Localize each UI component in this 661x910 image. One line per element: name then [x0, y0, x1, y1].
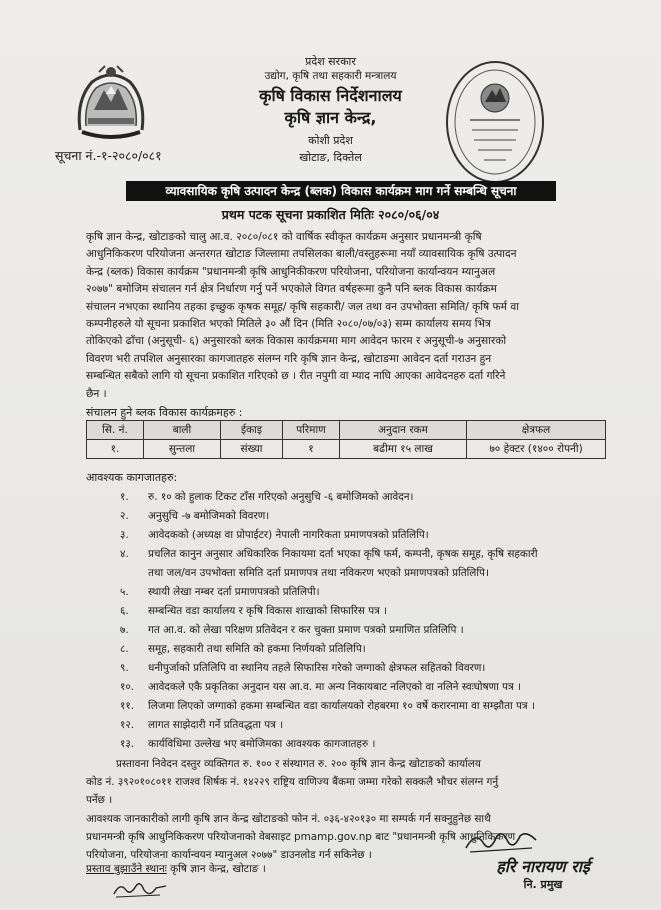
fee-line: कोड नं. ३९२०१०८०११ राजश्व शिर्षक नं. १४२२९ राष्ट्रिय वाणिज्य बैंकमा जम्मा गरेको सक्कलै भौचर संलग्न गर्नु: [86, 776, 499, 788]
notice-subtitle: प्रथम पटक सूचना प्रकाशित मितिः २०८०/०६/०४: [221, 207, 440, 222]
list-item: १. रु. १० को हुलाक टिकट टाँस गरिएको अनुसुचि -६ बमोजिमको आवेदन।: [120, 491, 414, 503]
intro-line: संचालन नभएका स्थानिय तहका इच्छुक कृषक समूह/ कृषि सहकारी/ जल तथा वन उपभोक्ता समिति/ कृषि फर्म वा: [86, 300, 520, 313]
signatory-name: हरि नारायण राई: [496, 857, 590, 876]
intro-line: सम्बन्धित सबैको लागि यो सूचना प्रकाशित गरिएको छ । रीत नपुगी वा म्याद नाघि आएका आवेदनहरु दर्ता गरिने: [86, 370, 506, 383]
info-line: परियोजना, परियोजना कार्यान्वयन म्यानुअल २०७७" डाउनलोड गर्न सकिनेछ ।: [86, 849, 372, 861]
intro-line: कृषि ज्ञान केन्द्र, खोटाङको चालु आ.व. २०८०/०८१ को वार्षिक स्वीकृत कार्यक्रम अनुसार प्रधानमन्त्री कृषि: [86, 231, 482, 243]
signatory-role: नि. प्रमुख: [523, 878, 563, 891]
list-item: ७. गत आ.व. को लेखा परिक्षण प्रतिवेदन र कर चुक्ता प्रमाण पत्रको प्रमाणित प्रतिलिपि ।: [120, 624, 464, 636]
table-cell: ७० हेक्टर (१४०० रोपनी): [467, 440, 606, 459]
submission-place-label: प्रस्ताव बुझाउँने स्थानः: [86, 863, 167, 875]
info-line: प्रधानमन्त्री कृषि आधुनिकिकरण परियोजनाको वेबसाइट pmamp.gov.np बाट "प्रधानमन्त्री कृषि आधुनिकिकरण: [86, 831, 516, 843]
intro-line: कम्पनीहरुले यो सूचना प्रकाशित भएको मितिले ३० औं दिन (मिति २०८०/०७/०३) सम्म कार्यालय समय भित्र: [86, 318, 491, 331]
fee-paragraph: [86, 755, 621, 809]
table-header-cell: ईकाइ: [221, 421, 283, 440]
submission-place: [86, 862, 266, 876]
intro-line: केन्द्र (ब्लक) विकास कार्यक्रम "प्रधानमन्त्री कृषि आधुनिकीकरण परियोजना, परियोजना कार्यान्वयन म्यानुअल: [86, 265, 496, 278]
header-province: कोशी प्रदेश: [308, 134, 353, 147]
header-line-1: प्रदेश सरकार: [305, 55, 356, 68]
table-header-cell: सि. नं.: [87, 421, 144, 440]
signature-icon: [462, 826, 542, 856]
list-item: ३. आवेदकको (अध्यक्ष वा प्रोपाईटर) नेपाली नागरिकता प्रमाणपत्रको प्रतिलिपि।: [120, 529, 429, 541]
table-header-cell: परिमाण: [283, 421, 340, 440]
fee-line: पर्नेछ ।: [86, 794, 113, 806]
list-item: ४. प्रचलित कानुन अनुसार अधिकारिक निकायमा दर्ता भएका कृषि फर्म, कम्पनी, कृषक समूह, कृषि सहकारी: [120, 548, 538, 560]
table-cell: संख्या: [221, 440, 283, 459]
list-item: ६. सम्बन्धित वडा कार्यालय र कृषि विकास शाखाको सिफारिस पत्र ।: [120, 605, 388, 617]
table-cell: १: [283, 440, 340, 459]
program-table: [86, 420, 606, 459]
header-location: खोटाङ, दिक्तेल: [299, 151, 362, 164]
header-ministry: उद्योग, कृषि तथा सहकारी मन्त्रालय: [264, 70, 397, 82]
header-directorate: कृषि विकास निर्देशनालय: [259, 86, 402, 105]
table-cell: बढीमा १५ लाख: [340, 440, 467, 459]
intro-line: आधुनिकिकरण परियोजना अन्तरगत खोटाङ जिल्लामा तपसिलका बाली/वस्तुहरूमा नयाँ व्यावसायिक कृषि उत्पादन: [86, 248, 517, 261]
list-item: २. अनुसुचि -७ बमोजिमको विवरण।: [120, 510, 270, 522]
notice-title-banner: व्यावसायिक कृषि उत्पादन केन्द्र (ब्लक) विकास कार्यक्रम माग गर्ने सम्बन्धि सूचना: [126, 181, 556, 201]
list-item: १२. लागत साझेदारी गर्ने प्रतिवद्धता पत्र ।: [120, 719, 284, 731]
signatory-block: [478, 855, 608, 892]
info-line: आवश्यक जानकारीको लागी कृषि ज्ञान केन्द्र खोटाङको फोन नं. ०३६-४२०१३० मा सम्पर्क गर्न सक्नुहुनेछ साथै: [86, 813, 491, 825]
intro-paragraph: [86, 229, 606, 403]
table-header-cell: क्षेत्रफल: [467, 421, 606, 440]
notice-number: सूचना नं.-१-२०८०/०८१: [55, 148, 162, 163]
initials-signature-icon: [110, 878, 170, 900]
submission-place-value: कृषि ज्ञान केन्द्र, खोटाङ ।: [170, 863, 266, 875]
intro-line: २०७७" बमोजिम संचालन गर्न क्षेत्र निर्धारण गर्नु पर्ने भएकोले विगत वर्षहरूमा कुनै पनि ब्लक विकास कार्यक्रम: [86, 283, 497, 296]
table-row: [87, 440, 606, 459]
list-item: ११. लिजमा लिएको जग्गाको हकमा सम्बन्धित वडा कार्यालयको रोहबरमा १० वर्षे करारनामा वा सम्झौता पत्र ।: [120, 700, 535, 712]
list-item: १०. आवेदकले एकै प्रकृतिका अनुदान यस आ.व. मा अन्य निकायबाट नलिएको वा नलिने स्वःघोषणा पत्र ।: [120, 681, 521, 693]
list-item-continued: तथा जल/वन उपभोक्ता समिति दर्ता प्रमाणपत्र तथा नविकरण भएको प्रमाणपत्रको प्रतिलिपि।: [148, 567, 489, 579]
list-item: ९. धनीपुर्जाको प्रतिलिपि वा स्थानिय तहले सिफारिस गरेको जग्गाको क्षेत्रफल सहितको विवरण।: [120, 662, 486, 674]
fee-line: प्रस्तावना निवेदन दस्तुर व्यक्तिगत रु. १०० र संस्थागत रु. २०० कृषि ज्ञान केन्द्र खोटाङको कार्यालय: [116, 758, 481, 770]
intro-line: विवरण भरी तपशिल अनुसारका कागजातहरु संलग्न गरि कृषि ज्ञान केन्द्र, खोटाङमा आवेदन दर्ता गराउन हुन: [86, 352, 492, 365]
intro-line: तोकिएको ढाँचा (अनुसूची- ६) अनुसारको ब्लक विकास कार्यक्रममा माग आवेदन फारम र अनुसूची-७ अनुसारको: [86, 335, 507, 348]
table-cell: सुन्तला: [144, 440, 221, 459]
table-cell: १.: [87, 440, 144, 459]
table-header-cell: अनुदान रकम: [340, 421, 467, 440]
list-item: १३. कार्यविधिमा उल्लेख भए बमोजिमका आवश्यक कागजातहरु ।: [120, 738, 376, 750]
table-title: संचालन हुने ब्लक विकास कार्यक्रमहरु :: [86, 406, 243, 419]
list-item: ५. स्थायी लेखा नम्बर दर्ता प्रमाणपत्रको प्रतिलिपी।: [120, 586, 320, 598]
table-header-cell: बाली: [144, 421, 221, 440]
header-office: कृषि ज्ञान केन्द्र,: [284, 108, 377, 127]
intro-line: छैन ।: [86, 387, 107, 400]
docs-title: आवश्यक कागजातहरु:: [86, 471, 178, 484]
list-item: ८. समूह, सहकारी तथा समिति को हकमा निर्णयको प्रतिलिपि।: [120, 643, 366, 655]
